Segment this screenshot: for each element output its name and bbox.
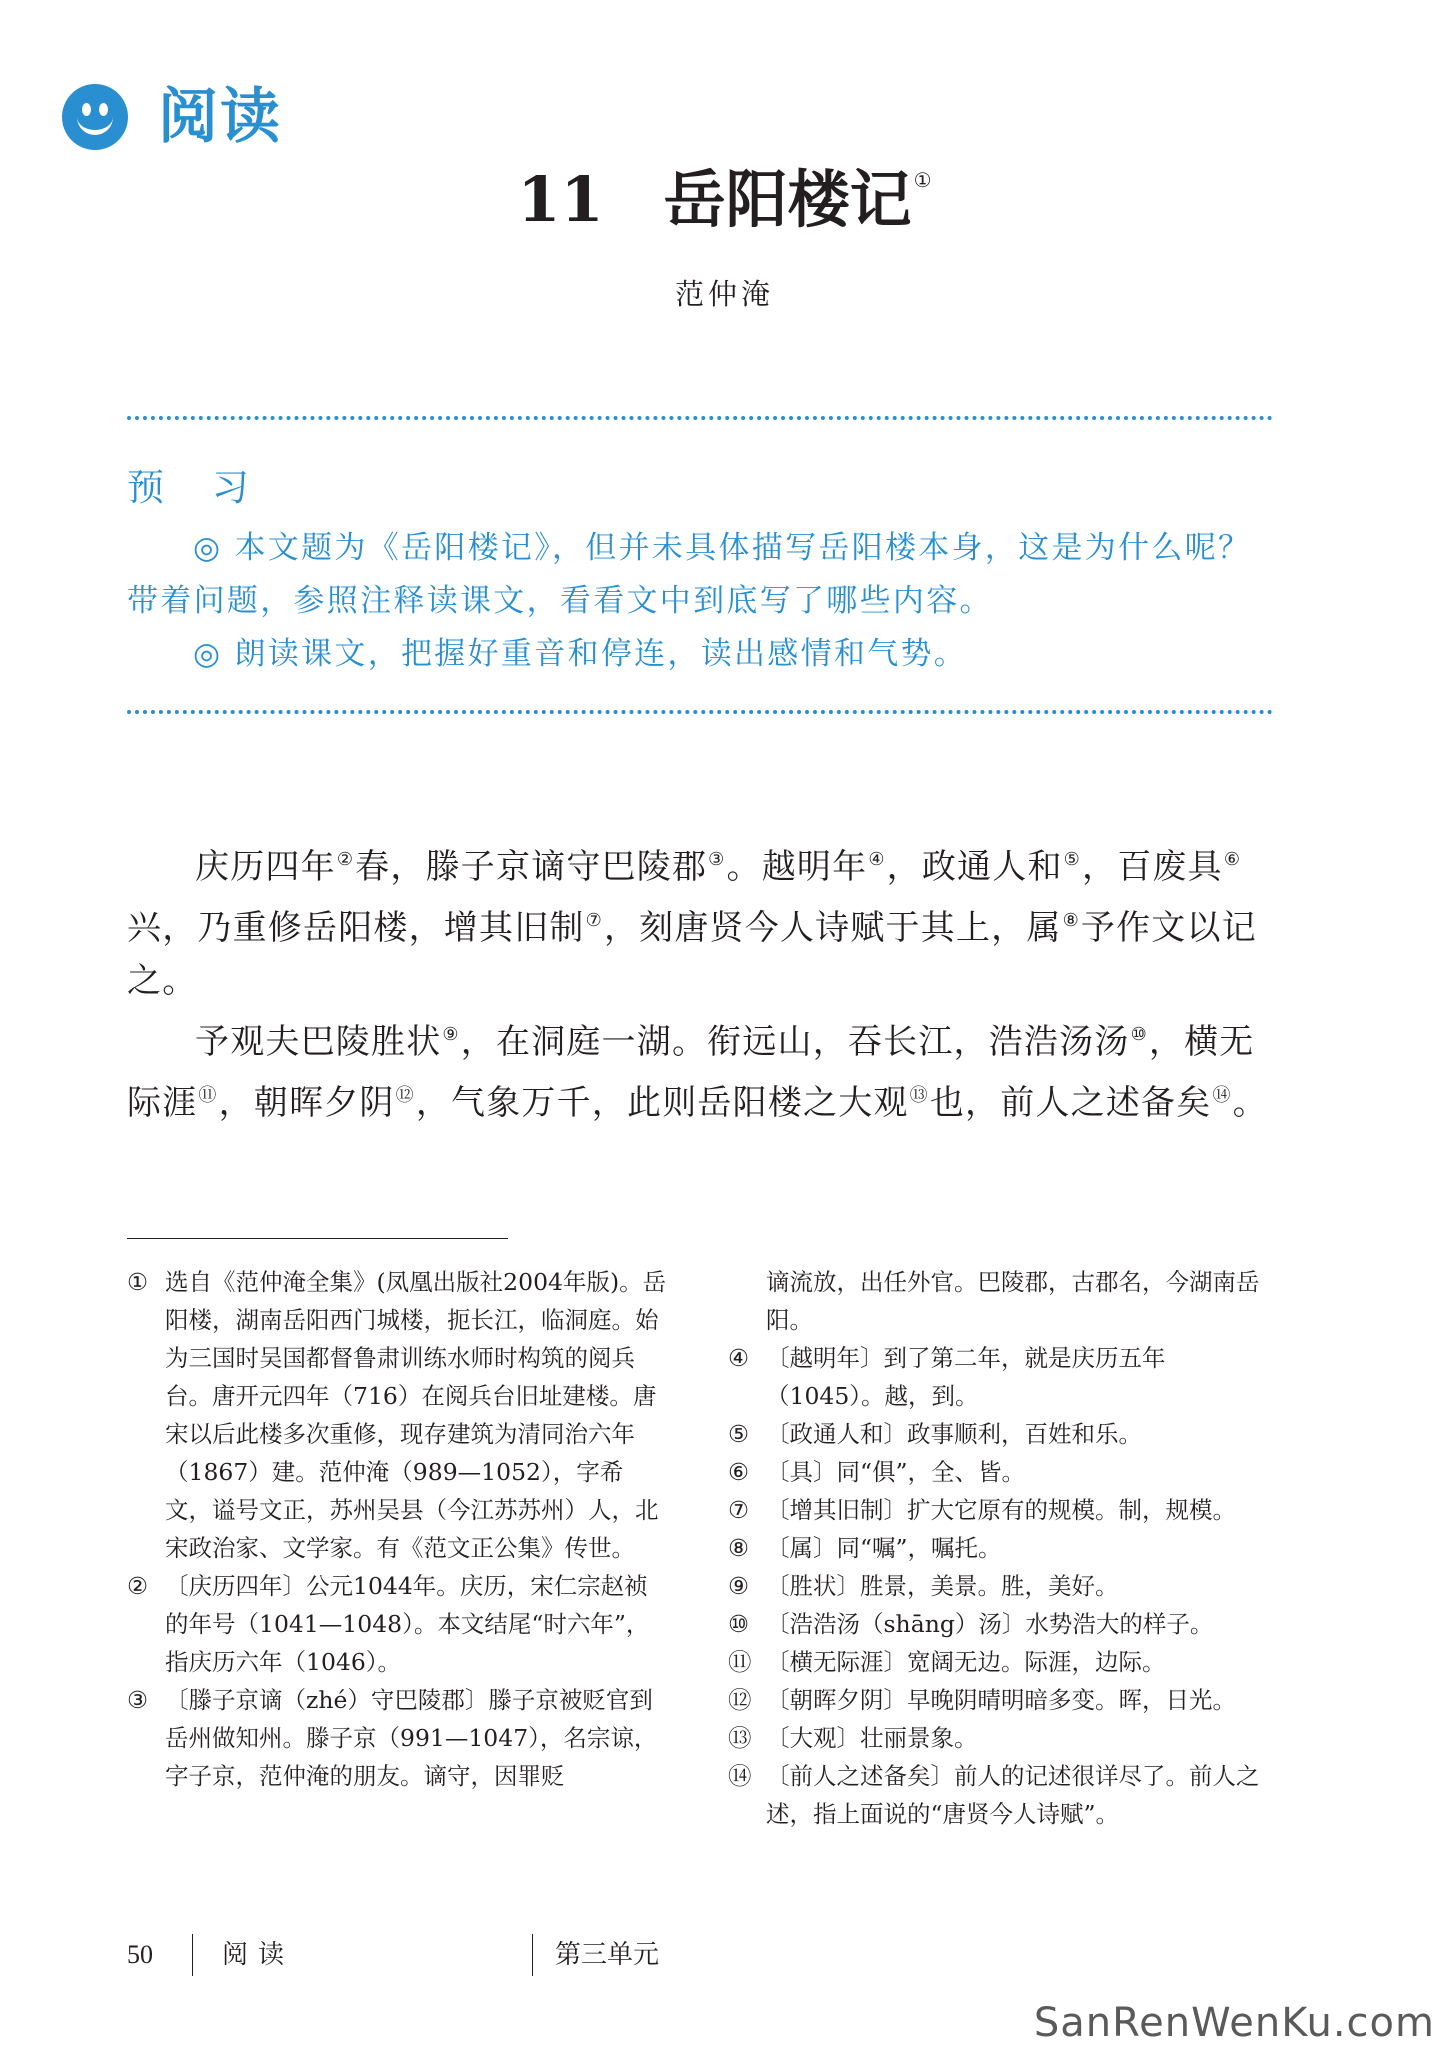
note-ref: ③ — [708, 849, 726, 870]
paragraph-2: 予观夫巴陵胜状⑨，在洞庭一湖。衔远山，吞长江，浩浩汤汤⑩，横无际涯⑪，朝晖夕阴⑫，气象万千，此则岳阳楼之大观⑬也，前人之述备矣⑭。 — [127, 1022, 1268, 1123]
footnote-4: ④ 〔越明年〕到了第二年，就是庆历五年（1045）。越，到。 — [728, 1344, 1166, 1410]
preview-heading: 预 习 — [127, 466, 267, 509]
watermark: SanRenWenKu.com — [1033, 2000, 1435, 2046]
preview-top-divider — [127, 416, 1273, 420]
footnote-3-continued: 谪流放，出任外官。巴陵郡，古郡名，今湖南岳阳。 — [766, 1268, 1260, 1334]
lesson-title — [0, 140, 1449, 240]
lesson-title-text: 岳阳楼记 — [663, 163, 912, 236]
footer-unit: 第三单元 — [555, 1940, 660, 1970]
footnote-13: ⑬ 〔大观〕壮丽景象。 — [728, 1724, 978, 1752]
footnote-1: ① 选自《范仲淹全集》(凤凰出版社2004年版)。岳阳楼，湖南岳阳西门城楼，扼长江，临洞庭。始为三国时吴国都督鲁肃训练水师时构筑的阅兵台。唐开元四年（716）在阅兵台旧址建楼。唐宋以后此楼多次重修，现存建筑为清同治六年（1867）建。范仲淹（989—1052），字希文，谥号文正，苏州吴县（今江苏苏州）人，北宋政治家、文学家。有《范文正公集》传世。 — [127, 1268, 667, 1562]
footnote-9: ⑨ 〔胜状〕胜景，美景。胜，美好。 — [728, 1572, 1119, 1600]
title-note-ref: ① — [913, 168, 932, 192]
preview-bottom-divider — [127, 710, 1273, 714]
note-ref: ⑫ — [395, 1085, 415, 1106]
footnote-12: ⑫ 〔朝晖夕阴〕早晚阴晴明暗多变。晖，日光。 — [728, 1686, 1236, 1714]
note-ref: ⑬ — [909, 1085, 929, 1106]
footnote-5: ⑤ 〔政通人和〕政事顺利，百姓和乐。 — [728, 1420, 1142, 1448]
preview-item-1: ◎ 本文题为《岳阳楼记》，但并未具体描写岳阳楼本身，这是为什么呢？带着问题，参照注释读课文，看看文中到底写了哪些内容。 — [127, 530, 1252, 619]
note-ref: ② — [336, 849, 355, 870]
main-text — [127, 833, 1273, 1130]
note-ref: ⑪ — [198, 1085, 218, 1106]
note-ref: ⑧ — [1062, 910, 1080, 931]
footer-section-name: 阅读 — [222, 1940, 295, 1970]
footnote-8: ⑧ 〔属〕同“嘱”，嘱托。 — [728, 1534, 1002, 1562]
footnote-14: ⑭ 〔前人之述备矣〕前人的记述很详尽了。前人之述，指上面说的“唐贤今人诗赋”。 — [728, 1762, 1260, 1828]
author: 范仲淹 — [674, 277, 774, 311]
footnote-2: ② 〔庆历四年〕公元1044年。庆历，宋仁宗赵祯的年号（1041—1048）。本文结尾“时六年”，指庆历六年（1046）。 — [127, 1572, 650, 1676]
footnote-3: ③ 〔滕子京谪（zhé）守巴陵郡〕滕子京被贬官到岳州做知州。滕子京（991—1047），名宗谅，字子京，范仲淹的朋友。谪守，因罪贬 — [127, 1686, 658, 1790]
note-ref: ⑥ — [1223, 849, 1242, 870]
preview-item-2: ◎ 朗读课文，把握好重音和停连，读出感情和气势。 — [193, 636, 968, 672]
footer-separator — [532, 1934, 533, 1976]
footnotes-right-column — [728, 1263, 1273, 1833]
footer-separator — [192, 1934, 193, 1976]
footnote-11: ⑪ 〔横无际涯〕宽阔无边。际涯，边际。 — [728, 1648, 1166, 1676]
note-ref: ⑨ — [442, 1024, 460, 1045]
lesson-number: 11 — [517, 163, 604, 236]
footnote-6: ⑥ 〔具〕同“俱”，全、皆。 — [728, 1458, 1026, 1486]
footnote-7: ⑦ 〔增其旧制〕扩大它原有的规模。制，规模。 — [728, 1496, 1236, 1524]
footnotes-left-column — [127, 1263, 667, 1795]
note-ref: ⑦ — [585, 910, 603, 931]
footnote-10: ⑩ 〔浩浩汤（shāng）汤〕水势浩大的样子。 — [728, 1610, 1214, 1638]
paragraph-1: 庆历四年②春，滕子京谪守巴陵郡③。越明年④，政通人和⑤，百废具⑥兴，乃重修岳阳楼，增其旧制⑦，刻唐贤今人诗赋于其上，属⑧予作文以记之。 — [127, 847, 1257, 1001]
note-ref: ⑭ — [1212, 1085, 1232, 1106]
footnote-divider — [127, 1238, 508, 1239]
preview-box — [127, 462, 1273, 681]
note-ref: ⑤ — [1063, 849, 1081, 870]
section-title: 阅读 — [158, 82, 282, 152]
note-ref: ⑩ — [1130, 1024, 1148, 1045]
page-number: 50 — [127, 1940, 153, 1969]
note-ref: ④ — [868, 849, 886, 870]
